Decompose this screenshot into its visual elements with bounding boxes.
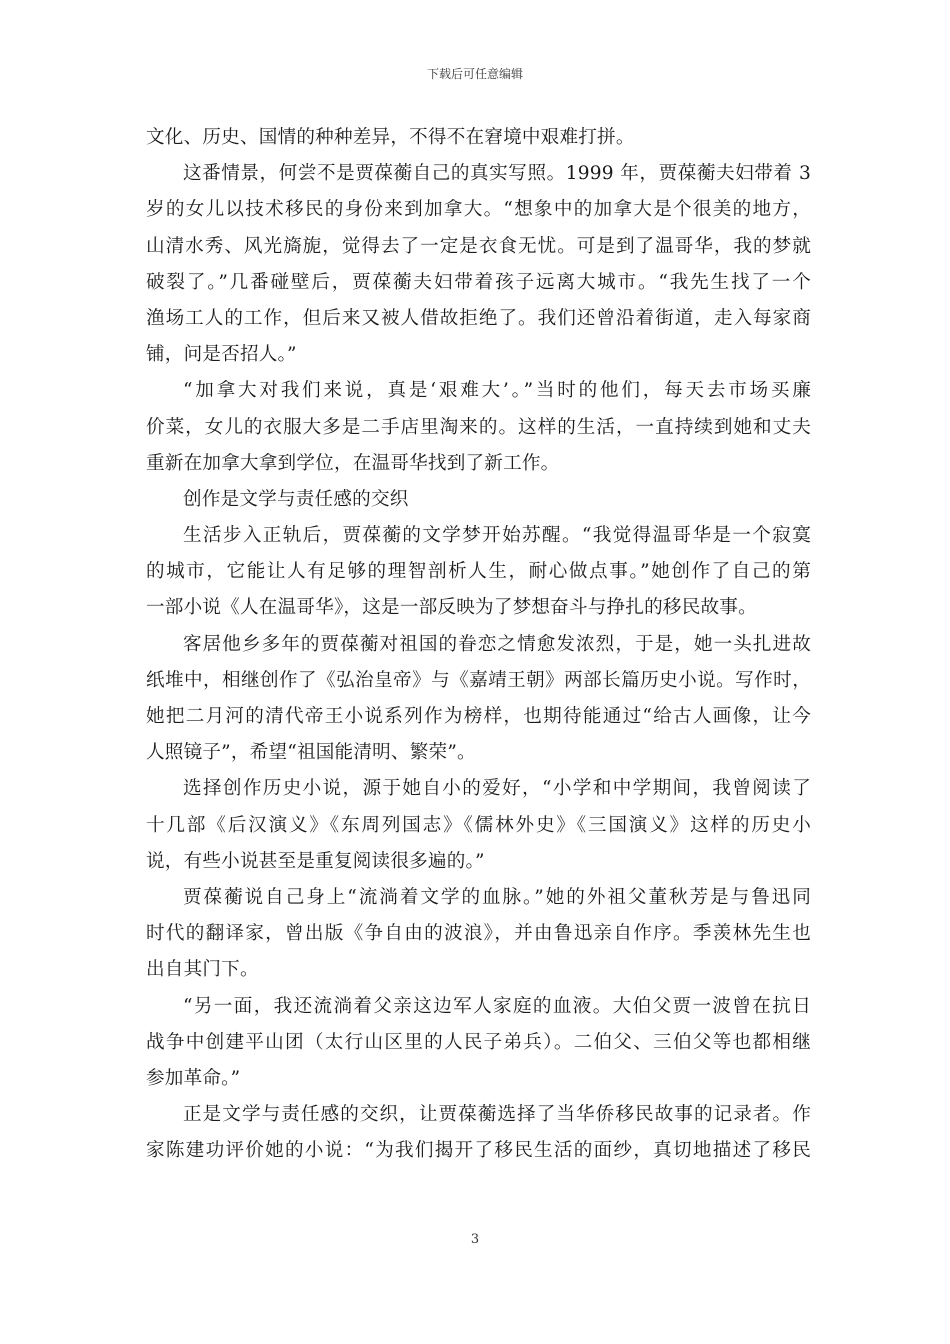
page-number: 3 — [470, 1232, 480, 1247]
text-line: 说，有些小说甚至是重复阅读很多遍的。” — [146, 850, 485, 872]
text-line: 的城市，它能让人有足够的理智剖析人生，耐心做点事。”她创作了自己的第 — [146, 561, 811, 583]
text-line: 参加革命。” — [146, 1067, 241, 1089]
text-line: 家陈建功评价她的小说：“为我们揭开了移民生活的面纱，真切地描述了移民 — [146, 1140, 811, 1162]
text-line: 一部小说《人在温哥华》，这是一部反映为了梦想奋斗与挣扎的移民故事。 — [146, 597, 757, 619]
text-line: 正是文学与责任感的交织，让贾葆蘅选择了当华侨移民故事的记录者。作 — [183, 1104, 811, 1126]
text-line: “加拿大对我们来说，真是‘艰难大’。”当时的他们，每天去市场买廉 — [183, 380, 811, 402]
text-line: 铺，问是否招人。” — [146, 344, 297, 366]
text-line: 人照镜子”，希望“祖国能清明、繁荣”。 — [146, 742, 476, 764]
text-line: 价菜，女儿的衣服大多是二手店里淘来的。这样的生活，一直持续到她和丈夫 — [146, 416, 811, 438]
page-header: 下载后可任意编辑 — [426, 67, 523, 81]
document-body — [146, 120, 811, 1169]
text-line: 这番情景，何尝不是贾葆蘅自己的真实写照。1999 年，贾葆蘅夫妇带着 3 — [183, 163, 811, 185]
text-line: 战争中创建平山团（太行山区里的人民子弟兵）。二伯父、三伯父等也都相继 — [146, 1031, 811, 1053]
text-line: 她把二月河的清代帝王小说系列作为榜样，也期待能通过“给古人画像，让今 — [146, 706, 811, 727]
section-heading: 创作是文学与责任感的交织 — [183, 488, 409, 510]
text-line: 客居他乡多年的贾葆蘅对祖国的眷恋之情愈发浓烈，于是，她一头扎进故 — [183, 633, 811, 655]
text-line: 选择创作历史小说，源于她自小的爱好，“小学和中学期间，我曾阅读了 — [183, 778, 811, 800]
text-line: 十几部《后汉演义》《东周列国志》《儒林外史》《三国演义》这样的历史小 — [146, 814, 811, 836]
text-line: 重新在加拿大拿到学位，在温哥华找到了新工作。 — [146, 452, 560, 474]
text-line: 山清水秀、风光旖旎，觉得去了一定是衣食无忧。可是到了温哥华，我的梦就 — [146, 235, 811, 257]
text-line: 时代的翻译家，曾出版《争自由的波浪》，并由鲁迅亲自作序。季羡林先生也 — [146, 923, 811, 945]
text-line: “另一面，我还流淌着父亲这边军人家庭的血液。大伯父贾一波曾在抗日 — [183, 995, 811, 1017]
text-line: 出自其门下。 — [146, 959, 259, 981]
text-line: 文化、历史、国情的种种差异，不得不在窘境中艰难打拼。 — [146, 127, 635, 148]
text-line: 纸堆中，相继创作了《弘治皇帝》与《嘉靖王朝》两部长篇历史小说。写作时， — [146, 669, 811, 691]
text-line: 岁的女儿以技术移民的身份来到加拿大。“想象中的加拿大是个很美的地方， — [146, 199, 811, 221]
text-line: 生活步入正轨后，贾葆蘅的文学梦开始苏醒。“我觉得温哥华是一个寂寞 — [183, 525, 811, 547]
text-line: 贾葆蘅说自己身上“流淌着文学的血脉。”她的外祖父董秋芳是与鲁迅同 — [183, 886, 811, 908]
text-line: 破裂了。”几番碰壁后，贾葆蘅夫妇带着孩子远离大城市。“我先生找了一个 — [146, 271, 811, 293]
text-line: 渔场工人的工作，但后来又被人借故拒绝了。我们还曾沿着街道，走入每家商 — [146, 307, 811, 329]
